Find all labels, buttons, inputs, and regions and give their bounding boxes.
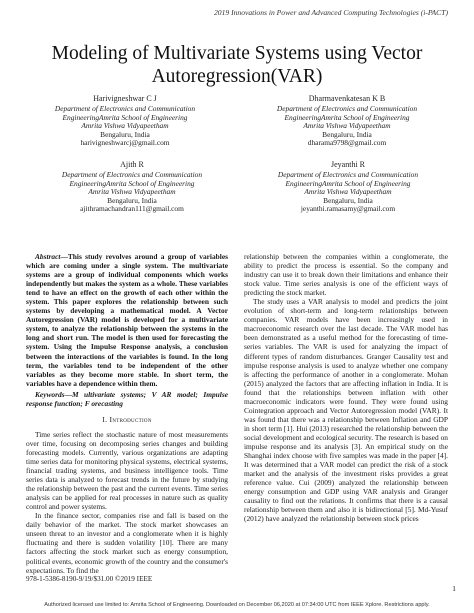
- section-heading: I. Introduction: [102, 414, 152, 424]
- author-email: ajithramachandran111@gmail.com: [80, 204, 184, 214]
- author-university: Amrita Vishwa Vidyapeetham: [303, 121, 391, 131]
- keywords: Keywords—M ultivariate systems; V AR model; Impulse response function; F orecasting: [26, 389, 228, 408]
- right-column: [244, 252, 448, 523]
- author-block-2: [252, 94, 442, 148]
- author-name: Ajith R: [120, 160, 144, 169]
- author-dept: Department of Electronics and Communication: [277, 170, 419, 179]
- author-name: Dharmavenkatesan K B: [308, 94, 386, 103]
- title-line-2: Autoregression(VAR): [151, 66, 323, 87]
- author-university: Amrita Vishwa Vidyapeetham: [81, 121, 169, 131]
- body-paragraph: In the finance sector, companies rise and fall is based on the daily behavior of the market. The stock market showcases an unseen threat to an investor and a conglomerate when it is highly fluctuating and there is sudden volatility [10]. There are many factors affecting the stock market such as energy consumption, political events, economic growth of the country and the consumer's expectations. To find the: [26, 511, 228, 575]
- author-email: jeyanthi.ramasamy@gmail.com: [300, 204, 396, 214]
- left-column: [26, 252, 228, 575]
- author-city: Bengaluru, India: [322, 129, 372, 139]
- author-university: Amrita Vishwa Vidyapeetham: [88, 187, 176, 197]
- conference-header: 2019 Innovations in Power and Advanced Computing Technologies (i-PACT): [214, 8, 448, 17]
- author-email: harivigneshwarcj@gmail.com: [80, 138, 170, 148]
- author-city: Bengaluru, India: [100, 129, 150, 139]
- author-school: EngineeringAmrita School of Engineering: [285, 178, 411, 188]
- author-block-1: [30, 94, 220, 148]
- abstract-text: —This study revolves around a group of variables which are coming under a single system. The multivariate systems are a group of individual components which works independently but makes the system as a whole. These variables tend to have an effect on the growth of each other within the system. This paper explores the relationship between such systems by developing a mathematical model. A Vector Autoregression (VAR) model is developed for a multivariate system, to analyze the relationship between the systems in the long and short run. The model is then used for forecasting the system. Using the Impulse Response analysis, a conclusion between the interactions of the variables is found. In the long term, the variables tend to be independent of the other variables as they become more stable. In short term, the variables have a dependence within them.: [26, 252, 228, 388]
- author-name: Jeyanthi R: [331, 160, 365, 169]
- author-school: EngineeringAmrita School of Engineering: [69, 178, 195, 188]
- author-city: Bengaluru, India: [323, 195, 373, 205]
- page-number: 1: [452, 584, 456, 593]
- copyright-footer: 978-1-5386-8190-9/19/$31.00 ©2019 IEEE: [26, 575, 153, 583]
- author-dept: Department of Electronics and Communication: [276, 104, 418, 113]
- author-block-3: [22, 160, 242, 214]
- author-block-4: [238, 160, 458, 214]
- author-dept: Department of Electronics and Communication: [54, 104, 196, 113]
- body-paragraph: Time series reflect the stochastic nature of most measurements over time, focusing on decomposing series changes and building forecasting models. Currently, various organizations are adapting time series data for monitoring physical systems, electrical systems, financial trading systems, and business intelligence tools. Time series data is analyzed to forecast trends in the future by studying the relationship between the past and the current events. Time series analysis can be applied for real processes in nature such as quality control and power systems.: [26, 429, 228, 512]
- body-paragraph: relationship between the companies within a conglomerate, the ability to predict the process is essential. So the company and industry can use it to break down their limitations and enhance their stock value. Time series analysis is one of the efficient ways of predicting the stock market.: [244, 252, 448, 298]
- author-city: Bengaluru, India: [107, 195, 157, 205]
- author-dept: Department of Electronics and Communication: [61, 170, 203, 179]
- author-university: Amrita Vishwa Vidyapeetham: [304, 187, 392, 197]
- abstract-lead: Abstract: [35, 252, 61, 261]
- abstract: [26, 252, 228, 388]
- title-line-1: Modeling of Multivariate Systems using Vector: [51, 43, 423, 64]
- author-name: Harivigneshwar C J: [93, 94, 157, 103]
- author-school: EngineeringAmrita School of Engineering: [284, 112, 410, 122]
- author-school: EngineeringAmrita School of Engineering: [62, 112, 188, 122]
- author-email: dharama9798@gmail.com: [307, 138, 387, 148]
- body-paragraph: The study uses a VAR analysis to model and predicts the joint evolution of short-term and long-term relationships between companies. VAR models have been increasingly used in macroeconomic research over the last decade. The VAR model has been demonstrated as a useful method for the forecasting of time-series variables. The VAR is used for analyzing the impact of different types of random disturbances. Granger Causality test and impulse response analysis is used to analyze whether one company is affecting the performance of another in a conglomerate. Mohan (2015) analyzed the factors that are affecting inflation in India. It is found that the relationships between inflation with other macroeconomic indicators were found. They were found using Cointegration approach and Vector Autoregression model (VAR). It was found that there was a relationship between Inflation and GDP in short term [1]. Hui (2013) researched the relationship between the social development and ecological security. The research is based on impulse response and its analysis [3]. An empirical study on the Shanghai index choose with five samples was made in the paper [4]. It was determined that a VAR model can predict the risk of a stock market and the analysis of the investment risks provides a great reference value. Cui (2009) analyzed the relationship between energy consumption and GDP using VAR analysis and Granger causality to find out the relations. It confirms that there is a causal relationship between them and also it is bidirectional [5]. Md-Yusuf (2012) have analyzed the relationship between stock prices: [244, 297, 448, 524]
- license-notice: Authorized licensed use limited to: Amrita School of Engineering. Downloaded on December 06,2020 at 07:34:00 UTC from IEEE Xplore. Restrictions apply.: [44, 602, 430, 608]
- paper-title: [0, 42, 474, 88]
